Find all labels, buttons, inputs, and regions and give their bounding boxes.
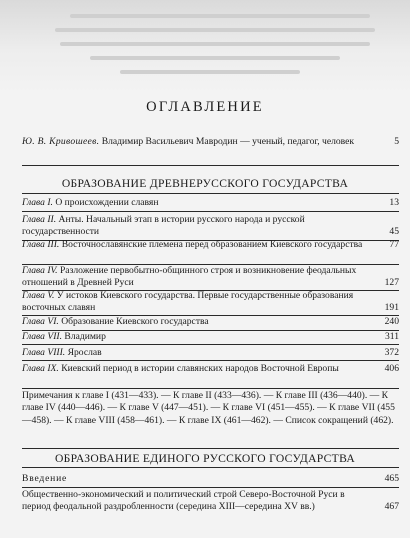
entry-title: Общественно-экономический и политический строй Северо-Восточной Руси в период феодальной раздробленности (середина XIII—середина XV вв.)	[22, 489, 345, 513]
divider	[22, 467, 399, 468]
chapter-label: Глава VIII.	[22, 347, 66, 358]
entry-title: Введение	[22, 473, 68, 484]
page-number: 240	[384, 316, 399, 327]
divider	[22, 360, 399, 361]
toc-entry-socio-economic[interactable]	[22, 489, 399, 514]
page-number: 467	[384, 501, 399, 513]
chapter-label: Глава VII.	[22, 331, 62, 342]
divider	[22, 211, 399, 212]
chapter-title: Киевский период в истории славянских народов Восточной Европы	[61, 363, 339, 374]
chapter-title: Анты. Начальный этап в истории русского народа и русской государственности	[22, 214, 305, 238]
chapter-label: Глава III.	[22, 239, 60, 250]
divider	[22, 448, 399, 449]
divider	[22, 165, 399, 166]
chapter-label: Глава II.	[22, 214, 57, 225]
chapter-label: Глава IX.	[22, 363, 59, 374]
toc-entry-chapter-3[interactable]	[22, 239, 399, 251]
page-number: 311	[384, 331, 399, 342]
divider	[22, 193, 399, 194]
chapter-title: Разложение первобытно-общинного строя и возникновение феодальных отношений в Древней Руси	[22, 265, 357, 289]
chapter-label: Глава I.	[22, 197, 53, 208]
chapter-title: У истоков Киевского государства. Первые государственные образования восточных славян	[22, 290, 354, 314]
page-number: 127	[384, 277, 399, 289]
chapter-title: Ярослав	[67, 347, 102, 358]
page-number: 372	[384, 347, 399, 358]
page-number: 13	[389, 197, 399, 208]
page-number: 5	[394, 136, 399, 147]
page-number: 465	[384, 473, 399, 484]
chapter-label: Глава IV.	[22, 265, 58, 276]
divider	[22, 344, 399, 345]
chapter-title: Образование Киевского государства	[61, 316, 209, 327]
notes-text: Примечания к главе I (431—433). — К главе II (433—436). — К главе III (436—440). — К главе IV (440—446). — К главе V (447—451). — К главе VI (451—455). — К главе VII (455—458). — К главе VIII (458—461). — К главе IX (461—462). — Список сокращений (462).	[22, 390, 395, 426]
toc-entry-chapter-9[interactable]	[22, 363, 399, 375]
foreword-author: Ю. В. Кривошеев.	[22, 136, 100, 147]
toc-entry-chapter-2[interactable]	[22, 214, 399, 239]
divider	[22, 487, 399, 488]
toc-entry-chapter-7[interactable]	[22, 331, 399, 343]
toc-entry-chapter-8[interactable]	[22, 347, 399, 359]
chapter-title: Владимир	[64, 331, 106, 342]
page-number: 191	[384, 302, 399, 314]
page-number: 77	[389, 239, 399, 250]
contents-title: ОГЛАВЛЕНИЕ	[146, 99, 264, 115]
toc-entry-chapter-4[interactable]	[22, 265, 399, 290]
part1-title: ОБРАЗОВАНИЕ ДРЕВНЕРУССКОГО ГОСУДАРСТВА	[61, 177, 349, 190]
toc-entry-chapter-1[interactable]	[22, 197, 399, 209]
toc-entry-chapter-6[interactable]	[22, 316, 399, 328]
chapter-title: Восточнославянские племена перед образованием Киевского государства	[61, 239, 363, 250]
toc-entry-chapter-5[interactable]	[22, 290, 399, 315]
divider	[22, 388, 399, 389]
page-number: 406	[384, 363, 399, 374]
chapter-title: О происхождении славян	[55, 197, 159, 208]
part2-title: ОБРАЗОВАНИЕ ЕДИНОГО РУССКОГО ГОСУДАРСТВА	[54, 452, 356, 465]
foreword-title: Владимир Васильевич Мавродин — ученый, педагог, человек	[101, 136, 355, 147]
chapter-label: Глава V.	[22, 290, 55, 301]
toc-entry-notes[interactable]	[22, 390, 399, 427]
page-number: 45	[389, 226, 399, 238]
toc-entry-introduction[interactable]	[22, 473, 399, 485]
chapter-label: Глава VI.	[22, 316, 59, 327]
foreword-entry[interactable]	[22, 136, 399, 148]
